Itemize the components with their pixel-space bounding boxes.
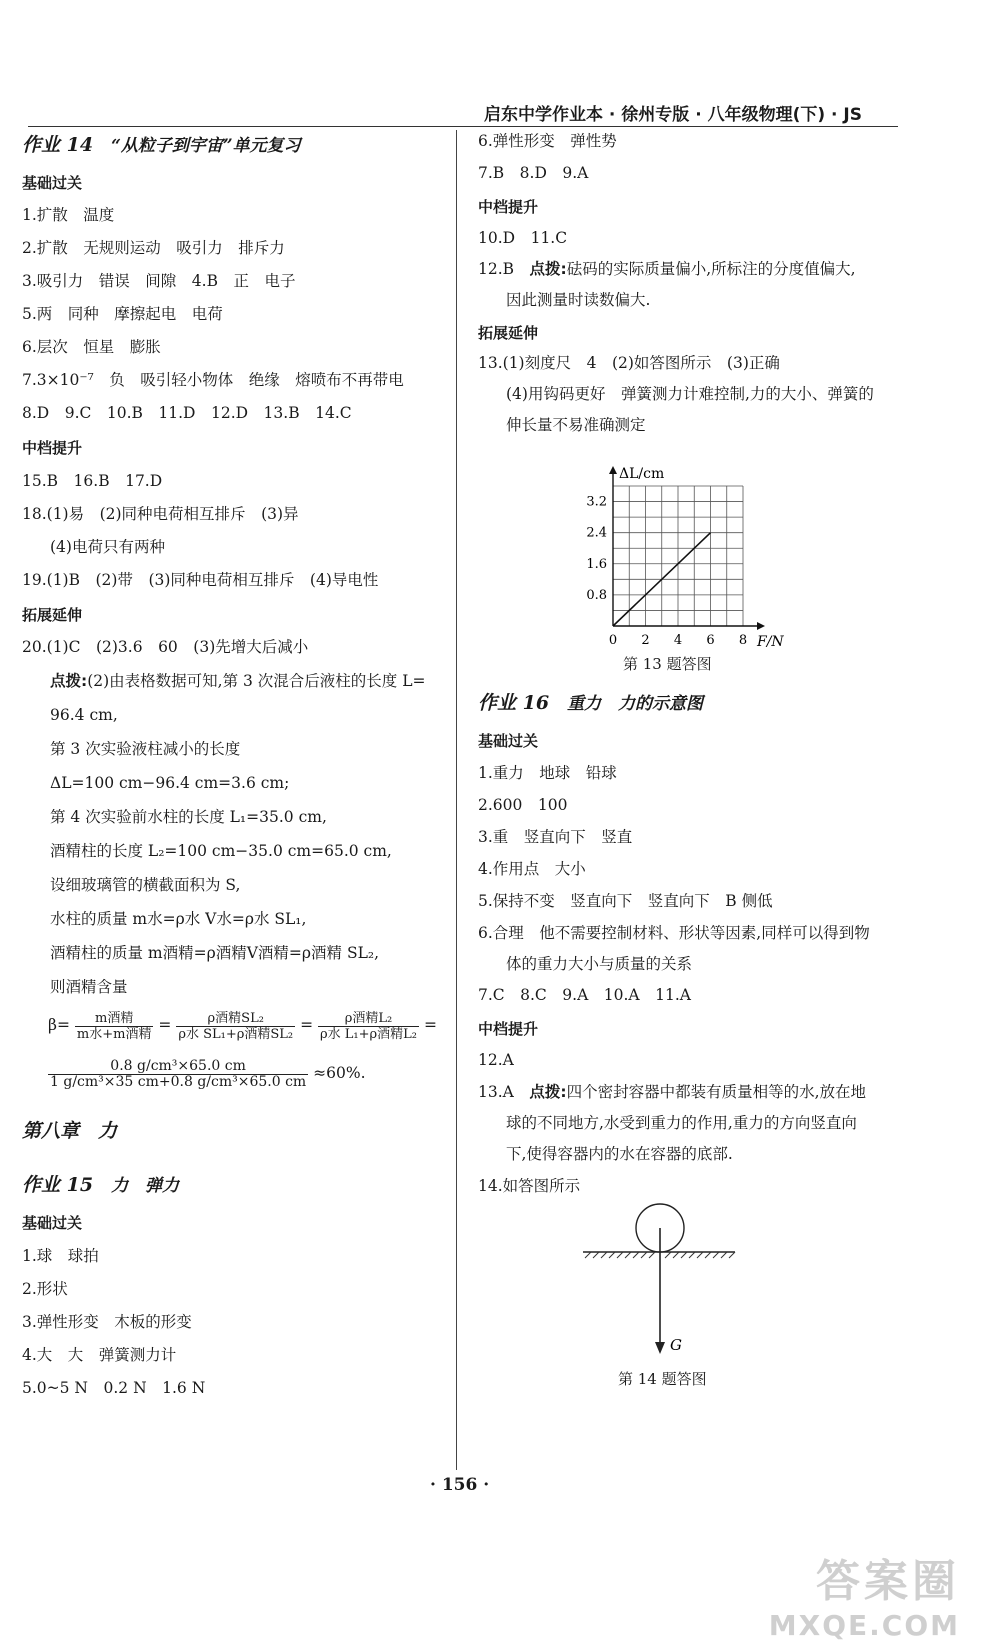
answer-line: 1.重力 地球 铅球 <box>478 764 617 782</box>
x-tick-label: 8 <box>738 633 748 648</box>
answer-line: 20.(1)C (2)3.6 60 (3)先增大后减小 <box>22 638 309 656</box>
section-mid: 中档提升 <box>22 439 83 457</box>
hint-line: 第 4 次实验前水柱的长度 L₁=35.0 cm, <box>50 808 327 826</box>
answer-line: 7.3×10⁻⁷ 负 吸引轻小物体 绝缘 熔喷布不再带电 <box>22 371 404 389</box>
answer-line: 8.D 9.C 10.B 11.D 12.D 13.B 14.C <box>22 404 352 422</box>
watermark-logo <box>769 1545 960 1642</box>
x-tick-label: 4 <box>673 633 683 648</box>
hint-line: 则酒精含量 <box>50 978 128 996</box>
answer-line: 10.D 11.C <box>478 229 568 247</box>
answer-line: 6.弹性形变 弹性势 <box>478 132 617 150</box>
answer-line: 3.弹性形变 木板的形变 <box>22 1313 192 1331</box>
answer-line: 13.A 点拨:四个密封容器中都装有质量相等的水,放在地 <box>478 1083 866 1101</box>
y-tick-label: 0.8 <box>586 587 607 603</box>
answer-line: 7.B 8.D 9.A <box>478 164 589 182</box>
x-axis-arrow <box>757 622 765 630</box>
y-tick-label: 3.2 <box>586 494 607 510</box>
answer-line: 4.大 大 弹簧测力计 <box>22 1346 177 1364</box>
answer-line: 1.球 球拍 <box>22 1247 99 1265</box>
answer-line: 伸长量不易准确测定 <box>506 416 646 434</box>
answer-line: 5.保持不变 竖直向下 竖直向下 B 侧低 <box>478 892 773 910</box>
answer-line: 5.两 同种 摩擦起电 电荷 <box>22 305 223 323</box>
x-tick-label: 6 <box>706 633 715 648</box>
answer-line: 7.C 8.C 9.A 10.A 11.A <box>478 986 691 1004</box>
answer-line: 3.吸引力 错误 间隙 4.B 正 电子 <box>22 272 296 290</box>
formula-result: $\frac{\text{0.8 g/cm³×65.0 cm}}{\text{1 g/cm³×35 cm+0.8 g/cm³×65.0 cm}}$ ≈60%. <box>50 1057 366 1090</box>
answer-line: 15.B 16.B 17.D <box>22 472 163 490</box>
y-axis-arrow <box>609 466 617 474</box>
answer-line: 12.B 点拨:砝码的实际质量偏小,所标注的分度值偏大, <box>478 260 856 278</box>
column-divider <box>456 130 457 1470</box>
gravity-label: G <box>670 1336 682 1354</box>
hw14-heading: 作业 14 “从粒子到宇宙”单元复习 <box>22 134 301 156</box>
y-axis-label: ΔL/cm <box>619 466 665 482</box>
hint-line: 第 3 次实验液柱减小的长度 <box>50 740 241 758</box>
y-tick-label: 2.4 <box>586 525 607 541</box>
hint-line: 96.4 cm, <box>50 706 118 724</box>
section-mid: 中档提升 <box>478 198 539 216</box>
header-text: 启东中学作业本 · 徐州专版 · 八年级物理(下) · JS <box>484 105 862 125</box>
answer-line: 12.A <box>478 1051 514 1069</box>
hw16-heading: 作业 16 重力 力的示意图 <box>478 692 704 714</box>
hint-line: 点拨:(2)由表格数据可知,第 3 次混合后液柱的长度 L= <box>50 672 426 690</box>
y-tick-label: 1.6 <box>586 556 607 572</box>
running-header <box>28 96 898 127</box>
fig14-caption: 第 14 题答图 <box>618 1370 707 1388</box>
answer-line: (4)电荷只有两种 <box>50 538 165 556</box>
answer-line: 因此测量时读数偏大. <box>506 291 651 309</box>
answer-line: 球的不同地方,水受到重力的作用,重力的方向竖直向 <box>506 1114 857 1132</box>
answer-line: 19.(1)B (2)带 (3)同种电荷相互排斥 (4)导电性 <box>22 571 379 589</box>
hint-line: 酒精柱的质量 m酒精=ρ酒精V酒精=ρ酒精 SL₂, <box>50 944 379 962</box>
x-axis-label: F/N <box>757 634 784 650</box>
page-number: · 156 · <box>430 1475 490 1495</box>
answer-line: 18.(1)易 (2)同种电荷相互排斥 (3)异 <box>22 505 299 523</box>
x-tick-label: 2 <box>641 633 650 648</box>
section-ext: 拓展延伸 <box>478 324 539 342</box>
fig14-diagram <box>573 1200 743 1360</box>
watermark-url: MXQE.COM <box>768 1609 960 1642</box>
answer-line: 2.扩散 无规则运动 吸引力 排斥力 <box>22 239 285 257</box>
section-mid: 中档提升 <box>478 1020 539 1038</box>
section-ext: 拓展延伸 <box>22 606 83 624</box>
answer-line: 2.600 100 <box>478 796 568 814</box>
answer-line: 14.如答图所示 <box>478 1177 581 1195</box>
answer-line: 1.扩散 温度 <box>22 206 115 224</box>
answer-line: 5.0~5 N 0.2 N 1.6 N <box>22 1379 206 1397</box>
answer-line: 6.合理 他不需要控制材料、形状等因素,同样可以得到物 <box>478 924 870 942</box>
answer-line: 2.形状 <box>22 1280 68 1298</box>
answer-line: 体的重力大小与质量的关系 <box>506 955 693 973</box>
answer-line: 6.层次 恒星 膨胀 <box>22 338 161 356</box>
hint-line: 酒精柱的长度 L₂=100 cm−35.0 cm=65.0 cm, <box>50 842 392 860</box>
section-basic: 基础过关 <box>22 1214 83 1232</box>
answer-line: 13.(1)刻度尺 4 (2)如答图所示 (3)正确 <box>478 354 780 372</box>
answer-line: 4.作用点 大小 <box>478 860 586 878</box>
x-tick-label: 0 <box>608 633 618 648</box>
hint-line: ΔL=100 cm−96.4 cm=3.6 cm; <box>50 774 290 792</box>
answer-line: (4)用钩码更好 弹簧测力计难控制,力的大小、弹簧的 <box>506 385 874 403</box>
section-basic: 基础过关 <box>478 732 539 750</box>
section-basic: 基础过关 <box>22 174 83 192</box>
gravity-arrowhead <box>655 1342 665 1354</box>
answer-line: 下,使得容器内的水在容器的底部. <box>506 1145 733 1163</box>
answer-line: 3.重 竖直向下 竖直 <box>478 828 633 846</box>
formula-beta: β= $\frac{\text{m酒精}}{\text{m水+m酒精}}$ = $\frac{\text{ρ酒精SL₂}}{\text{ρ水 SL₁+ρ酒精SL₂}}$ = $\frac{\text{ρ酒精L₂}}{\text{ρ水 L₁+ρ酒精L₂}}$ = <box>48 1010 437 1042</box>
hint-line: 水柱的质量 m水=ρ水 V水=ρ水 SL₁, <box>50 910 307 928</box>
fig13-chart <box>568 448 808 658</box>
hint-line: 设细玻璃管的横截面积为 S, <box>50 876 241 894</box>
watermark-text: 答案圈 <box>816 1556 960 1607</box>
chapter-heading: 第八章 力 <box>22 1120 118 1142</box>
hw15-heading: 作业 15 力 弹力 <box>22 1174 180 1196</box>
fig13-caption: 第 13 题答图 <box>623 655 712 673</box>
